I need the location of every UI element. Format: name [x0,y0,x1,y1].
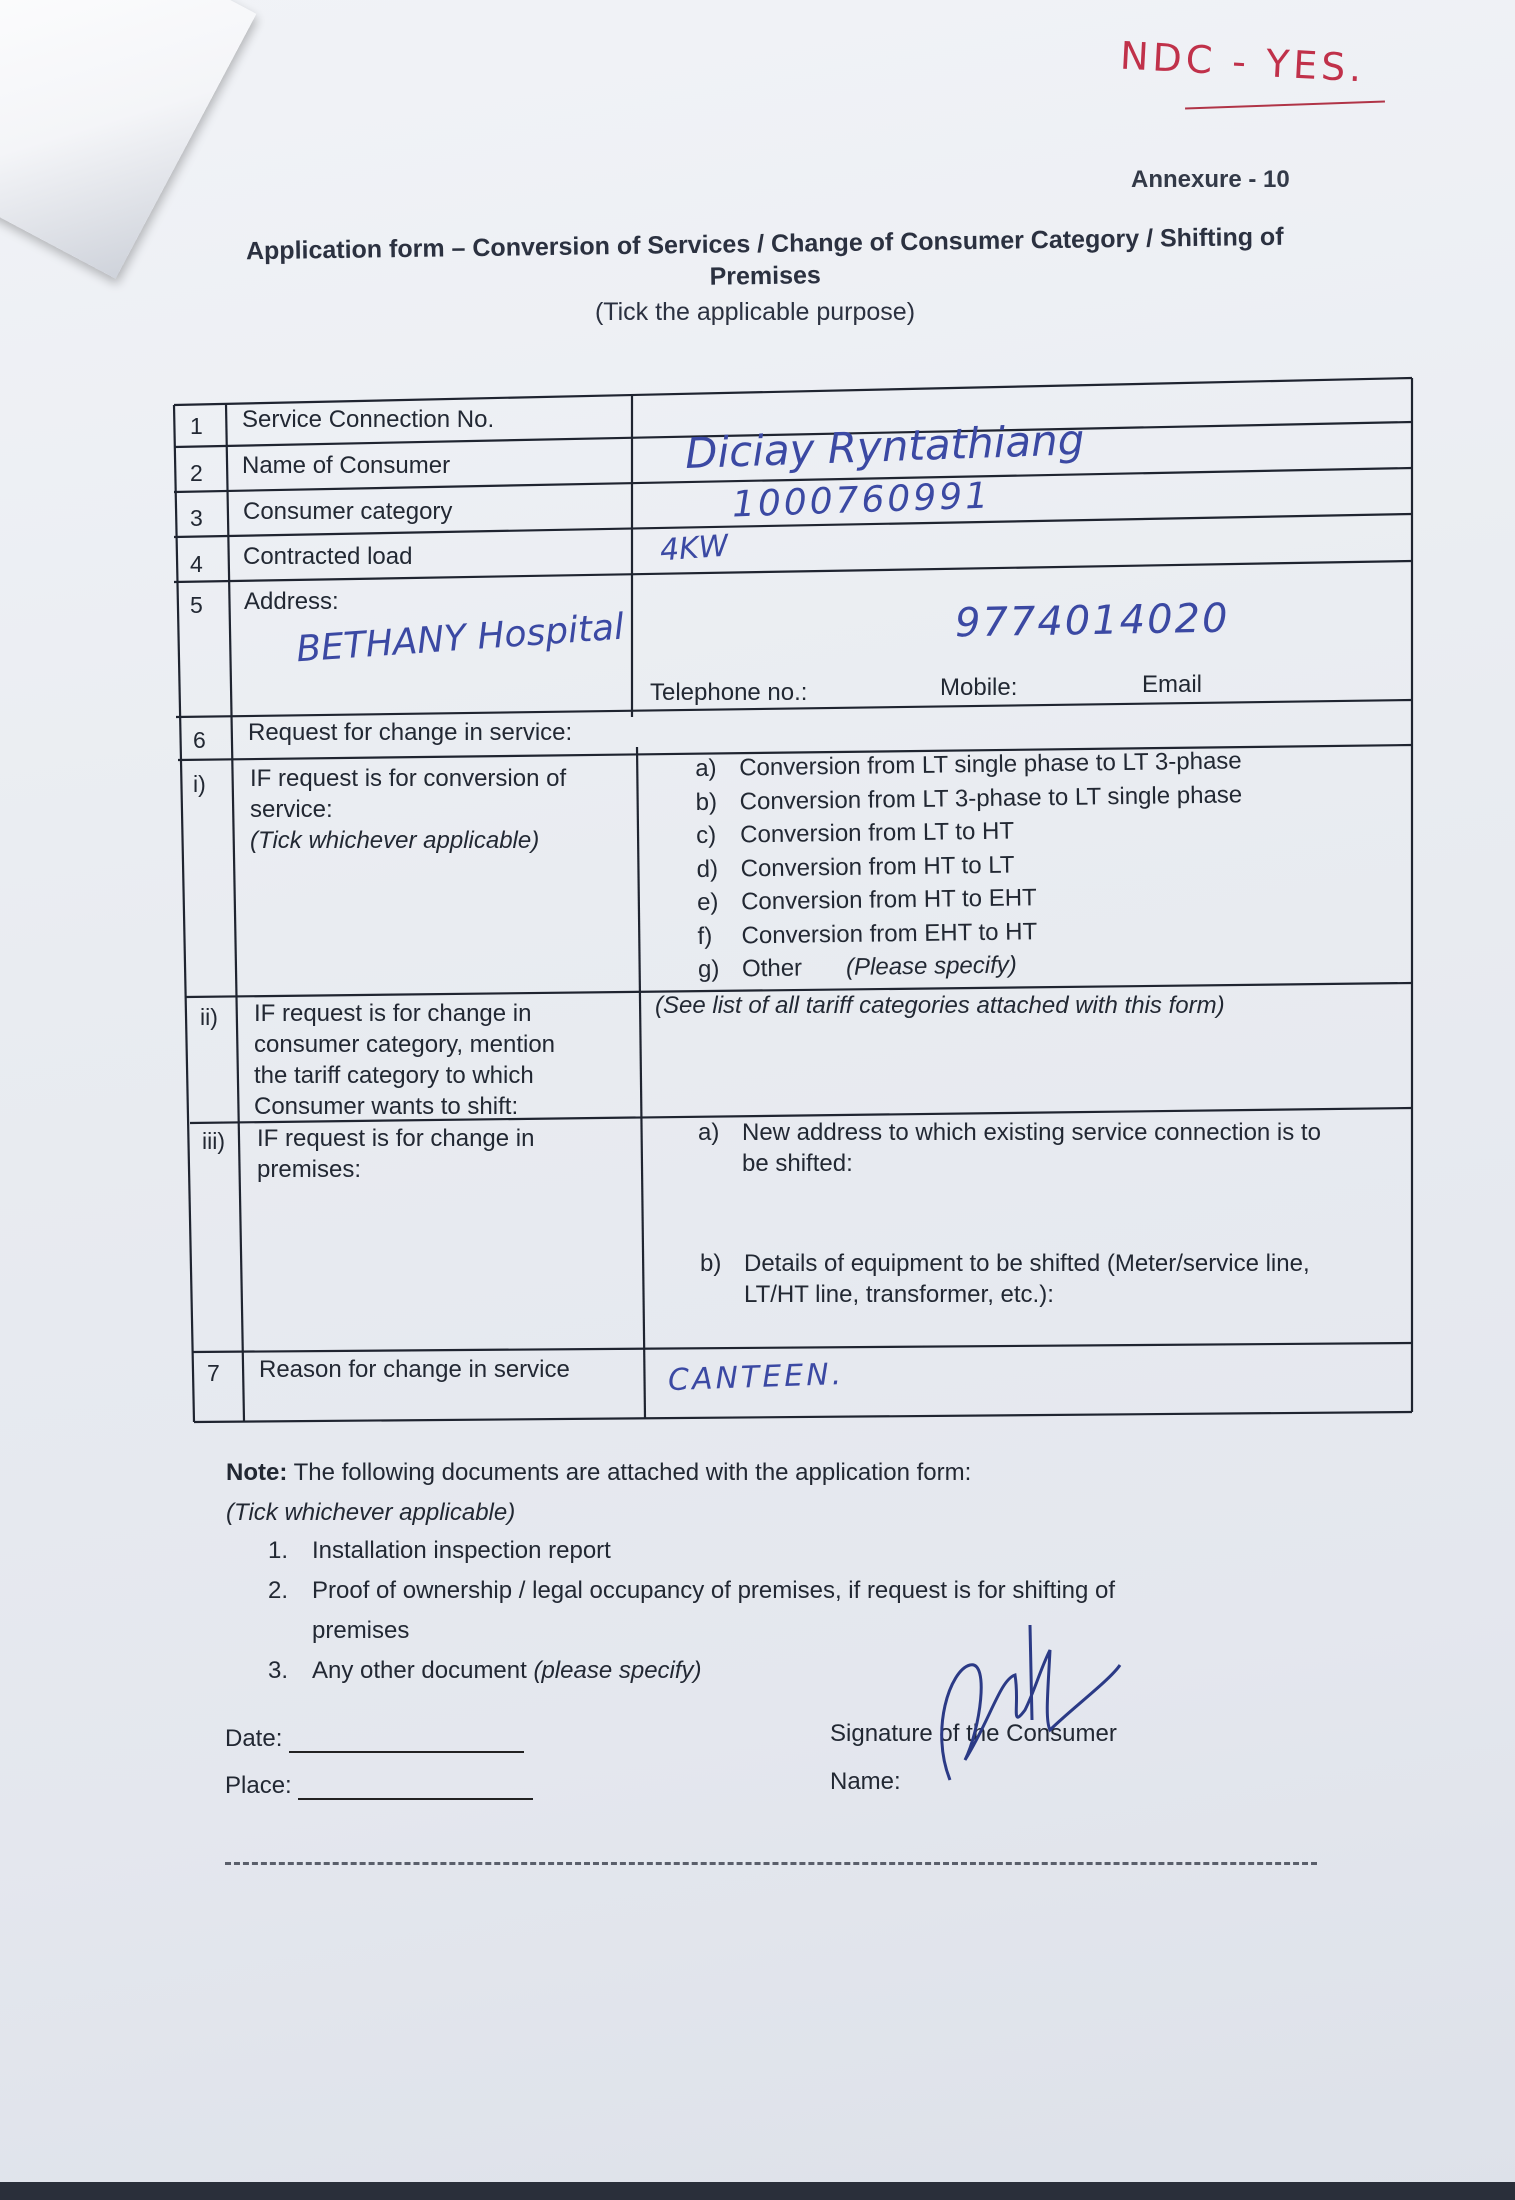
option-lt-to-ht[interactable]: Conversion from LT to HT [739,817,1015,849]
option-other[interactable]: Other [741,954,803,983]
handwritten-connection-number: 1000760991 [731,475,992,526]
place-label: Place: [225,1772,292,1799]
contracted-load-label: Contracted load [243,543,413,570]
telephone-label: Telephone no.: [650,679,808,706]
option-lt-single-to-3phase[interactable]: Conversion from LT single phase to LT 3-phase [739,747,1242,782]
reason-label: Reason for change in service [259,1356,570,1383]
other-specify-hint: (Please specify) [845,951,1017,981]
option-key: c) [695,821,717,849]
item-number: 2. [268,1577,289,1604]
option-eht-to-ht[interactable]: Conversion from EHT to HT [741,917,1038,949]
category-label-line1: IF request is for change in [254,1000,532,1027]
handwritten-consumer-name: Diciay Ryntathiang [684,415,1086,478]
option-key: d) [696,855,719,883]
conversion-label-line2: service: [250,796,333,823]
row-number: 6 [193,727,206,753]
option-key: g) [697,955,720,983]
row-number: 7 [207,1360,220,1386]
note-prefix: Note: [226,1459,288,1486]
option-key: b) [700,1250,722,1277]
tariff-list-note: (See list of all tariff categories attached with this form) [655,992,1225,1019]
consumer-category-label: Consumer category [243,498,453,525]
option-key: b) [695,788,718,816]
doc-other-hint: (please specify) [533,1657,702,1684]
row-number: 4 [190,551,203,577]
row-number: 2 [190,460,203,486]
note-text: The following documents are attached with the application form: [293,1459,972,1486]
handwritten-ndc-note: NDC - YES. [1119,33,1367,91]
handwritten-address: BETHANY Hospital [294,606,626,671]
consumer-signature [920,1610,1140,1790]
conversion-label-line1: IF request is for conversion of [250,765,567,792]
form-subtitle: (Tick the applicable purpose) [594,298,916,326]
place-field[interactable] [298,1774,533,1800]
option-ht-to-eht[interactable]: Conversion from HT to EHT [740,884,1037,916]
new-address-line2: be shifted: [742,1150,853,1177]
equipment-line2: LT/HT line, transformer, etc.): [744,1281,1054,1308]
doc-other: Any other document [312,1657,527,1684]
category-label-line4: Consumer wants to shift: [254,1093,519,1120]
option-key: e) [696,888,719,916]
handwritten-underline [1185,101,1385,110]
request-change-label: Request for change in service: [248,719,573,746]
date-field[interactable] [289,1727,524,1753]
note-tick-hint: (Tick whichever applicable) [226,1499,516,1526]
annexure-label: Annexure - 10 [1131,166,1290,193]
category-label-line2: consumer category, mention [254,1031,556,1058]
subrow-number: i) [193,771,206,797]
email-label: Email [1142,671,1203,698]
option-key: a) [698,1119,720,1146]
consumer-name-label: Name of Consumer [242,452,451,479]
row-number: 5 [190,592,203,618]
date-label: Date: [225,1725,283,1752]
option-key: a) [695,754,717,782]
equipment-line1: Details of equipment to be shifted (Meter/service line, [744,1250,1310,1277]
new-address-line1: New address to which existing service connection is to [742,1119,1321,1146]
page-edge [0,2182,1515,2200]
bottom-divider [225,1862,1317,1865]
doc-proof-of-ownership: Proof of ownership / legal occupancy of premises, if request is for shifting of [312,1577,1116,1604]
signature-label: Signature of the Consumer [830,1720,1117,1747]
subrow-number: iii) [202,1128,225,1154]
row-number: 1 [190,413,203,439]
item-number: 1. [268,1537,289,1564]
option-key: f) [697,922,713,950]
premises-label-line1: IF request is for change in [257,1125,535,1152]
doc-installation-report: Installation inspection report [312,1537,611,1564]
subrow-number: ii) [200,1004,218,1030]
service-connection-label: Service Connection No. [242,406,495,433]
conversion-tick-hint: (Tick whichever applicable) [250,827,540,854]
category-label-line3: the tariff category to which [254,1062,534,1089]
handwritten-phone: 9774014020 [954,595,1230,647]
premises-label-line2: premises: [257,1156,362,1183]
doc-proof-continuation: premises [312,1617,410,1644]
mobile-label: Mobile: [940,674,1018,701]
address-label: Address: [244,588,339,615]
form-title: Application form – Conversion of Services / Change of Consumer Category / Shifting of Premises [245,222,1284,291]
item-number: 3. [268,1657,289,1684]
option-ht-to-lt[interactable]: Conversion from HT to LT [740,851,1015,882]
handwritten-contracted-load: 4KW [658,528,730,569]
handwritten-reason: CANTEEN. [667,1356,845,1399]
conversion-options-list [695,744,1245,986]
name-label: Name: [830,1768,901,1795]
row-number: 3 [190,505,203,531]
option-lt-3phase-to-single[interactable]: Conversion from LT 3-phase to LT single phase [739,780,1243,815]
